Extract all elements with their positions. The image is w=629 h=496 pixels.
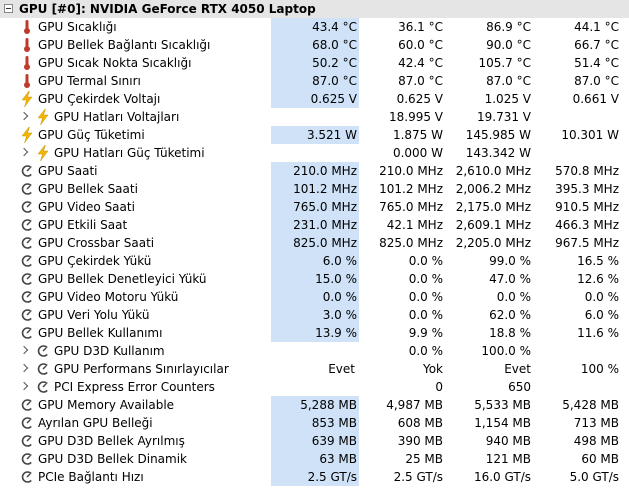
min-value: 9.9 % <box>408 326 443 340</box>
avg-value: 11.6 % <box>577 326 619 340</box>
avg-value: 10.301 W <box>561 128 619 142</box>
avg-value: 466.3 MHz <box>555 218 619 232</box>
max-value: 940 MB <box>485 434 531 448</box>
current-value: 68.0 °C <box>312 38 357 52</box>
max-value: 105.7 °C <box>478 56 531 70</box>
sensor-row[interactable] <box>0 342 629 360</box>
gauge-icon <box>20 397 34 413</box>
current-value: 15.0 % <box>315 272 357 286</box>
min-value: 0.0 % <box>408 290 443 304</box>
sensor-label: GPU Sıcak Nokta Sıcaklığı <box>38 56 192 70</box>
avg-value: 60 MB <box>581 452 619 466</box>
sensor-row[interactable] <box>0 162 629 180</box>
sensor-label: GPU Bellek Bağlantı Sıcaklığı <box>38 38 211 52</box>
avg-value: 44.1 °C <box>574 20 619 34</box>
gauge-icon <box>20 217 34 233</box>
sensor-row[interactable] <box>0 216 629 234</box>
min-value: 60.0 °C <box>398 38 443 52</box>
sensor-label: GPU Güç Tüketimi <box>38 128 145 142</box>
group-header[interactable] <box>0 0 629 18</box>
current-value: 50.2 °C <box>312 56 357 70</box>
avg-value: Evet <box>504 362 531 376</box>
max-value: 99.0 % <box>489 254 531 268</box>
sensor-label: GPU Saati <box>38 164 98 178</box>
gauge-icon <box>20 253 34 269</box>
max-value: 0.0 % <box>496 290 531 304</box>
sensor-label: PCI Express Error Counters <box>54 380 215 394</box>
sensor-row[interactable] <box>0 36 629 54</box>
sensor-label: GPU Bellek Kullanımı <box>38 326 163 340</box>
sensor-row[interactable] <box>0 126 629 144</box>
sensor-label: GPU Çekirdek Yükü <box>38 254 152 268</box>
max-value: 2,205.0 MHz <box>455 236 531 250</box>
current-value: 13.9 % <box>315 326 357 340</box>
max-value: 47.0 % <box>489 272 531 286</box>
avg-value: 498 MB <box>573 434 619 448</box>
max-value: 18.8 % <box>489 326 531 340</box>
sensor-label: GPU Sıcaklığı <box>38 20 117 34</box>
lightning-icon <box>36 109 50 125</box>
extra-value: 100 % <box>580 362 619 376</box>
max-value: 1,154 MB <box>474 416 531 430</box>
max-value: 2,610.0 MHz <box>455 164 531 178</box>
gauge-icon <box>36 343 50 359</box>
min-value: 0.0 % <box>408 308 443 322</box>
thermometer-icon <box>20 19 34 35</box>
max-value: 2,175.0 MHz <box>455 200 531 214</box>
current-value: 87.0 °C <box>312 74 357 88</box>
min-value: 608 MB <box>397 416 443 430</box>
sensor-row[interactable] <box>0 360 629 378</box>
avg-value: 66.7 °C <box>574 38 619 52</box>
min-value: Evet <box>328 362 355 376</box>
thermometer-icon <box>20 55 34 71</box>
sensor-row[interactable] <box>0 468 629 486</box>
avg-value: 570.8 MHz <box>555 164 619 178</box>
min-value: 42.4 °C <box>398 56 443 70</box>
sensor-row[interactable] <box>0 288 629 306</box>
min-value: 210.0 MHz <box>379 164 443 178</box>
current-value: 231.0 MHz <box>293 218 357 232</box>
min-value: 4,987 MB <box>386 398 443 412</box>
sensor-label: GPU Crossbar Saati <box>38 236 155 250</box>
current-value: 2.5 GT/s <box>307 470 357 484</box>
gauge-icon <box>20 415 34 431</box>
current-value: 210.0 MHz <box>293 164 357 178</box>
avg-value: 0.0 % <box>584 290 619 304</box>
expand-chevron-icon[interactable] <box>20 148 28 156</box>
sensor-row[interactable] <box>0 414 629 432</box>
avg-value: 12.6 % <box>577 272 619 286</box>
collapse-icon[interactable] <box>4 4 13 13</box>
gauge-icon <box>20 289 34 305</box>
sensor-label: GPU D3D Kullanım <box>54 344 165 358</box>
current-value: 639 MB <box>311 434 357 448</box>
max-value: 16.0 GT/s <box>473 470 531 484</box>
max-value: 1.025 V <box>484 92 531 106</box>
min-value: 825.0 MHz <box>379 236 443 250</box>
gauge-icon <box>20 433 34 449</box>
current-value: 63 MB <box>319 452 357 466</box>
gauge-icon <box>20 199 34 215</box>
min-value: 0.000 W <box>392 146 443 160</box>
max-value: 143.342 W <box>465 146 531 160</box>
gauge-icon <box>20 163 34 179</box>
max-value: 121 MB <box>485 452 531 466</box>
min-value: 36.1 °C <box>398 20 443 34</box>
current-value: 3.0 % <box>322 308 357 322</box>
sensor-row[interactable] <box>0 324 629 342</box>
avg-value: 51.4 °C <box>574 56 619 70</box>
sensor-label: GPU Termal Sınırı <box>38 74 141 88</box>
min-value: 0.0 % <box>408 344 443 358</box>
avg-value: 395.3 MHz <box>555 182 619 196</box>
max-value: 650 <box>508 380 531 394</box>
max-value: 86.9 °C <box>486 20 531 34</box>
max-value: 2,609.1 MHz <box>455 218 531 232</box>
sensor-row[interactable] <box>0 252 629 270</box>
avg-value: 16.5 % <box>577 254 619 268</box>
avg-value: 967.5 MHz <box>555 236 619 250</box>
gauge-icon <box>20 325 34 341</box>
sensor-label: Ayrılan GPU Belleği <box>38 416 153 430</box>
sensor-label: GPU Bellek Denetleyici Yükü <box>38 272 207 286</box>
max-value: 62.0 % <box>489 308 531 322</box>
min-value: 2.5 GT/s <box>393 470 443 484</box>
sensor-label: GPU Veri Yolu Yükü <box>38 308 150 322</box>
sensor-row[interactable] <box>0 54 629 72</box>
sensor-label: GPU Video Motoru Yükü <box>38 290 179 304</box>
gauge-icon <box>36 361 50 377</box>
sensor-label: GPU D3D Bellek Dinamik <box>38 452 187 466</box>
sensor-row[interactable] <box>0 18 629 36</box>
current-value: 825.0 MHz <box>293 236 357 250</box>
min-value: 765.0 MHz <box>379 200 443 214</box>
current-value: 0.625 V <box>310 92 357 106</box>
max-value: 5,533 MB <box>474 398 531 412</box>
sensor-row[interactable] <box>0 108 629 126</box>
max-value: 90.0 °C <box>486 38 531 52</box>
thermometer-icon <box>20 37 34 53</box>
current-value: 5,288 MB <box>300 398 357 412</box>
min-value: 390 MB <box>397 434 443 448</box>
sensor-label: GPU Performans Sınırlayıcılar <box>54 362 229 376</box>
expand-chevron-icon[interactable] <box>20 112 28 120</box>
max-value: Yok <box>422 362 443 376</box>
max-value: 2,006.2 MHz <box>455 182 531 196</box>
sensor-row[interactable] <box>0 144 629 162</box>
avg-value: 6.0 % <box>584 308 619 322</box>
sensor-row[interactable] <box>0 306 629 324</box>
current-value: 101.2 MHz <box>293 182 357 196</box>
min-value: 101.2 MHz <box>379 182 443 196</box>
min-value: 25 MB <box>405 452 443 466</box>
avg-value: 87.0 °C <box>574 74 619 88</box>
gauge-icon <box>20 469 34 485</box>
current-value: 853 MB <box>311 416 357 430</box>
max-value: 145.985 W <box>465 128 531 142</box>
group-title: GPU [#0]: NVIDIA GeForce RTX 4050 Laptop <box>19 2 316 16</box>
current-value: 0.0 % <box>322 290 357 304</box>
sensor-label: GPU Etkili Saat <box>38 218 128 232</box>
avg-value: 5,428 MB <box>562 398 619 412</box>
sensor-label: GPU Bellek Saati <box>38 182 138 196</box>
current-value: 6.0 % <box>322 254 357 268</box>
expand-chevron-icon[interactable] <box>20 346 28 354</box>
gauge-icon <box>36 379 50 395</box>
min-value: 0 <box>435 380 443 394</box>
sensor-row[interactable] <box>0 270 629 288</box>
thermometer-icon <box>20 73 34 89</box>
min-value: 18.995 V <box>388 110 443 124</box>
lightning-icon <box>20 127 34 143</box>
sensor-label: GPU Çekirdek Voltajı <box>38 92 161 106</box>
max-value: 19.731 V <box>476 110 531 124</box>
max-value: 87.0 °C <box>486 74 531 88</box>
min-value: 0.625 V <box>396 92 443 106</box>
gauge-icon <box>20 235 34 251</box>
sensor-row[interactable] <box>0 450 629 468</box>
expand-chevron-icon[interactable] <box>20 382 28 390</box>
min-value: 0.0 % <box>408 254 443 268</box>
gauge-icon <box>20 181 34 197</box>
lightning-icon <box>36 145 50 161</box>
min-value: 0.0 % <box>408 272 443 286</box>
sensor-row[interactable] <box>0 234 629 252</box>
current-value: 43.4 °C <box>312 20 357 34</box>
sensor-row[interactable] <box>0 198 629 216</box>
sensor-label: GPU D3D Bellek Ayrılmış <box>38 434 185 448</box>
min-value: 1.875 W <box>392 128 443 142</box>
avg-value: 5.0 GT/s <box>569 470 619 484</box>
max-value: 100.0 % <box>481 344 531 358</box>
avg-value: 910.5 MHz <box>555 200 619 214</box>
sensor-row[interactable] <box>0 378 629 396</box>
sensor-row[interactable] <box>0 432 629 450</box>
current-value: 765.0 MHz <box>293 200 357 214</box>
sensor-label: GPU Memory Available <box>38 398 175 412</box>
gauge-icon <box>20 307 34 323</box>
gauge-icon <box>20 271 34 287</box>
sensor-row[interactable] <box>0 180 629 198</box>
sensor-label: PCIe Bağlantı Hızı <box>38 470 144 484</box>
min-value: 42.1 MHz <box>386 218 443 232</box>
avg-value: 713 MB <box>573 416 619 430</box>
min-value: 87.0 °C <box>398 74 443 88</box>
current-value: 3.521 W <box>306 128 357 142</box>
sensor-label: GPU Hatları Güç Tüketimi <box>54 146 205 160</box>
sensor-label: GPU Hatları Voltajları <box>54 110 180 124</box>
gauge-icon <box>20 451 34 467</box>
expand-chevron-icon[interactable] <box>20 364 28 372</box>
lightning-icon <box>20 91 34 107</box>
sensor-row[interactable] <box>0 90 629 108</box>
sensor-label: GPU Video Saati <box>38 200 135 214</box>
avg-value: 0.661 V <box>572 92 619 106</box>
sensor-row[interactable] <box>0 72 629 90</box>
sensor-row[interactable] <box>0 396 629 414</box>
